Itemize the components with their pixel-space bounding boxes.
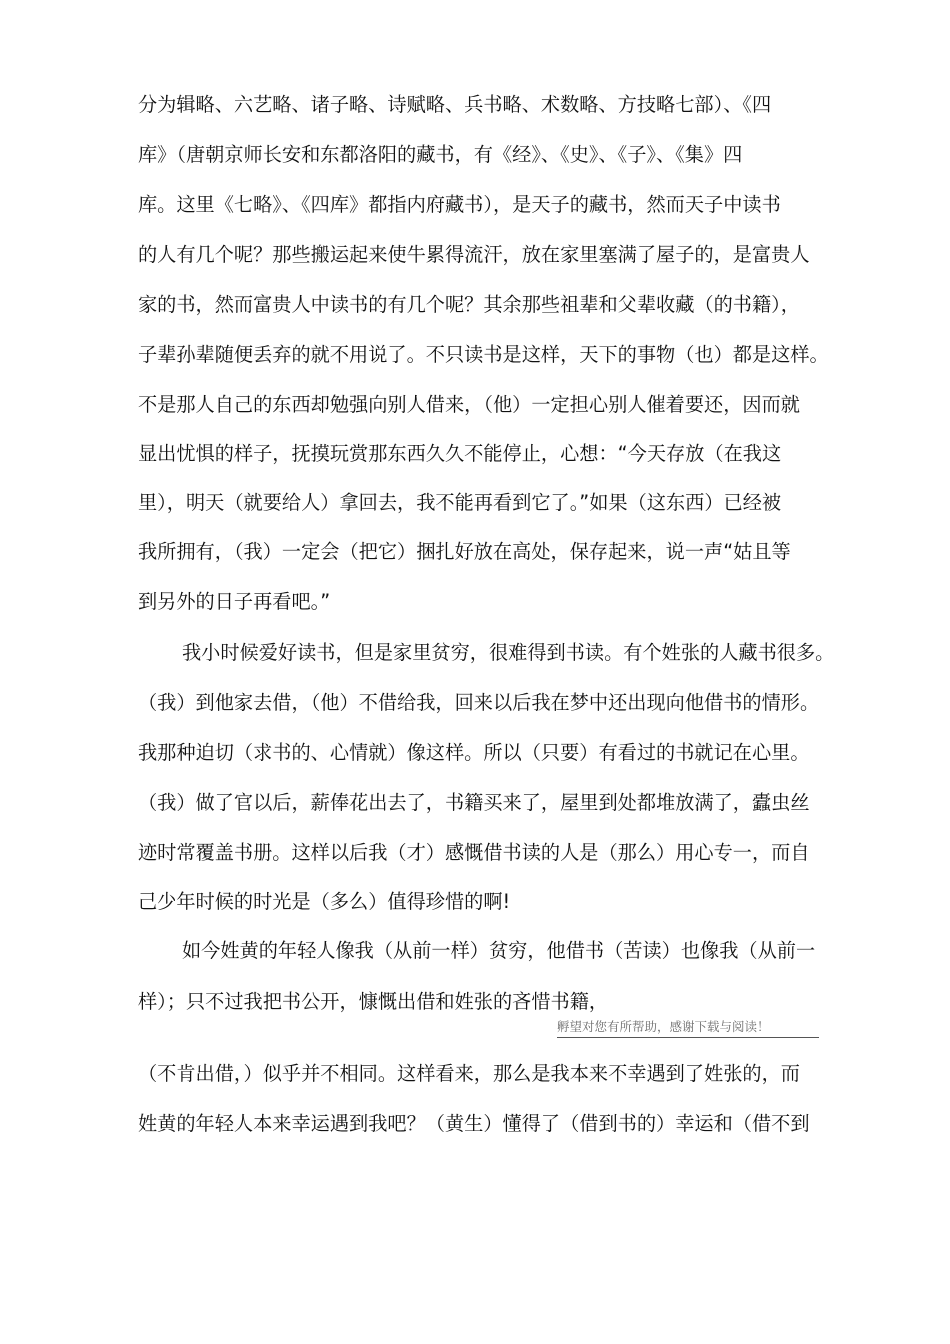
text-line: 的人有几个呢？那些搬运起来使牛累得流汗，放在家里塞满了屋子的，是富贵人 bbox=[138, 243, 810, 266]
text-line: 我所拥有，（我）一定会（把它）捆扎好放在高处，保存起来，说一声“姑且等 bbox=[138, 540, 791, 563]
text-line: 库》（唐朝京师长安和东都洛阳的藏书，有《经》、《史》、《子》、《集》四 bbox=[138, 143, 743, 166]
text-line: 显出忧惧的样子，抚摸玩赏那东西久久不能停止，心想：“今天存放（在我这 bbox=[138, 442, 782, 465]
text-line: 不是那人自己的东西却勉强向别人借来，（他）一定担心别人催着要还，因而就 bbox=[138, 393, 800, 416]
text-line: 库。这里《七略》、《四库》都指内府藏书），是天子的藏书，然而天子中读书 bbox=[138, 193, 781, 216]
text-line: 家的书，然而富贵人中读书的有几个呢？其余那些祖辈和父辈收藏（的书籍）， bbox=[138, 293, 800, 316]
text-line: 姓黄的年轻人本来幸运遇到我吧？（黄生）懂得了（借到书的）幸运和（借不到 bbox=[138, 1112, 810, 1135]
text-line: 里），明天（就要给人）拿回去，我不能再看到它了。”如果（这东西）已经被 bbox=[138, 491, 782, 514]
text-line: （我）做了官以后，薪俸花出去了，书籍买来了，屋里到处都堆放满了，蠹虫丝 bbox=[138, 791, 810, 814]
paragraph-start-line: 如今姓黄的年轻人像我（从前一样）贫穷，他借书（苦读）也像我（从前一 bbox=[182, 939, 816, 962]
text-line: 己少年时候的时光是（多么）值得珍惜的啊! bbox=[138, 890, 511, 913]
text-line: 样）；只不过我把书公开，慷慨出借和姓张的吝惜书籍， bbox=[138, 990, 609, 1013]
text-line: 到另外的日子再看吧。” bbox=[138, 590, 331, 613]
text-line: 子辈孙辈随便丢弃的就不用说了。不只读书是这样，天下的事物（也）都是这样。 bbox=[138, 343, 829, 366]
text-line: 分为辑略、六艺略、诸子略、诗赋略、兵书略、术数略、方技略七部）、《四 bbox=[138, 93, 772, 116]
text-line: 迹时常覆盖书册。这样以后我（才）感慨借书读的人是（那么）用心专一，而自 bbox=[138, 841, 810, 864]
paragraph-start-line: 我小时候爱好读书，但是家里贫穷，很难得到书读。有个姓张的人藏书很多。 bbox=[182, 641, 835, 664]
download-thanks-note: 孵望对您有所帮助，感谢下载与阅读！ bbox=[557, 1017, 819, 1038]
text-line: （不肯出借，）似乎并不相同。这样看来，那么是我本来不幸遇到了姓张的，而 bbox=[138, 1062, 800, 1085]
text-line: 我那种迫切（求书的、心情就）像这样。所以（只要）有看过的书就记在心里。 bbox=[138, 741, 810, 764]
text-line: （我）到他家去借，（他）不借给我，回来以后我在梦中还出现向他借书的情形。 bbox=[138, 691, 820, 714]
